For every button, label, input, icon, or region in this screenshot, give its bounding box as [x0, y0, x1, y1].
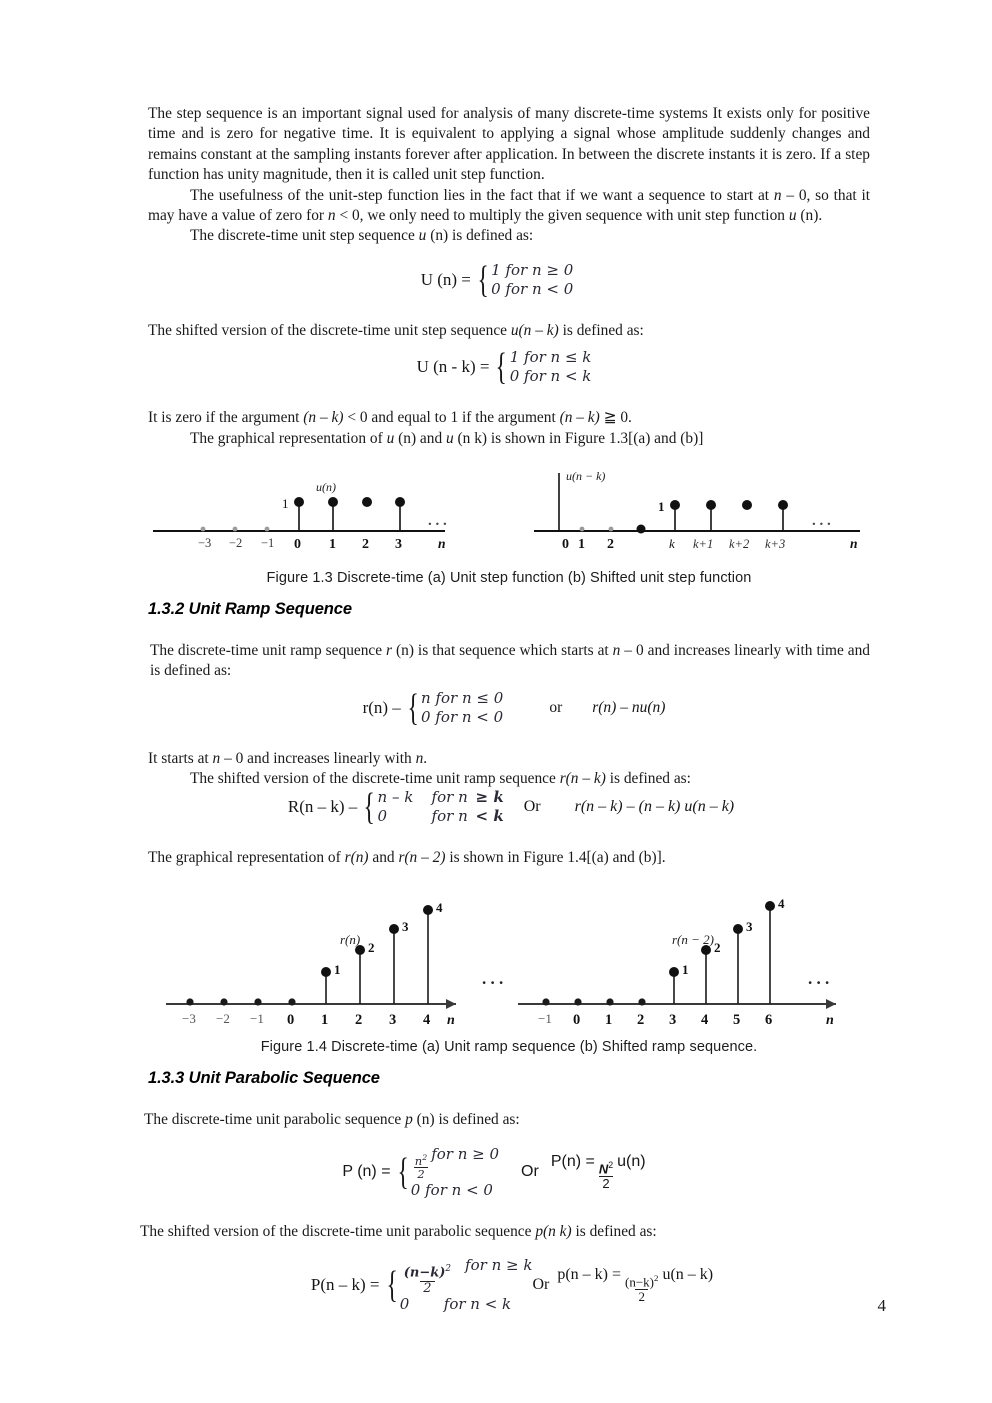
zero-point: [580, 527, 585, 532]
figure-1-4: [148, 882, 870, 1055]
p8-text-b: – 0 and increases linearly with: [220, 749, 416, 767]
equation-shifted-ramp-cases: [378, 788, 504, 826]
stem-head: [362, 497, 372, 507]
equation-ramp-alt-text: r(n) – nu(n): [592, 698, 666, 716]
brace-glyph: {: [407, 686, 419, 729]
p2-var-n1: n: [773, 186, 782, 204]
equation-shifted-ramp-or: Or: [523, 797, 541, 815]
case-top-cond: for n ≥ 0: [431, 1144, 500, 1163]
p12-text-b: is defined as:: [571, 1222, 657, 1240]
p4-text-b: is defined as:: [558, 321, 644, 339]
equation-parabolic-alt: [551, 1153, 646, 1191]
case-top: [378, 788, 504, 806]
tick-label: −1: [250, 1011, 264, 1027]
stem-value-label: 1: [682, 962, 689, 978]
p5-expr-2: (n – k): [559, 409, 600, 427]
tick-label: 2: [607, 537, 614, 553]
page-content: [140, 104, 870, 1314]
figure-1-3a-plot: [153, 480, 447, 552]
equation-shifted-ramp-alt: [575, 798, 735, 816]
p8-var-n2: n: [415, 749, 424, 767]
p4-expr: u(n – k): [510, 321, 559, 339]
p6-text-a: The graphical representation of: [190, 429, 387, 447]
heading-unit-ramp-sequence: 1.3.2 Unit Ramp Sequence: [148, 600, 352, 619]
tick-label: −2: [216, 1011, 230, 1027]
tick-label: 3: [389, 1012, 397, 1029]
stem-head: [742, 500, 752, 510]
case-top: 1 for n ≥ 0: [491, 260, 574, 279]
p12-expr: p(n k): [535, 1222, 572, 1240]
paragraph-unit-step-def: [148, 226, 870, 246]
zero-point: [638, 998, 645, 1005]
fraction-nk2-over-2-alt: [623, 1274, 660, 1304]
brace-glyph: {: [495, 346, 508, 389]
case-bottom-cond: for n < k: [443, 1295, 512, 1314]
signal-label-rn2: r(n − 2): [672, 932, 714, 948]
p7-var-n: n: [612, 642, 621, 660]
fraction-num-base: (n−k): [625, 1274, 655, 1290]
stem-head: [423, 905, 433, 915]
stem-head: [328, 497, 338, 507]
equation-shifted-ramp-alt-text: r(n – k) – (n – k) u(n – k): [574, 797, 735, 815]
tick-label: −1: [538, 1011, 552, 1027]
x-axis-arrow: [826, 999, 836, 1009]
brace-glyph: {: [385, 1264, 398, 1307]
equation-parabolic-or: Or: [521, 1163, 539, 1181]
paragraph-shifted-parabolic-def: [140, 1222, 870, 1242]
ellipsis-label: . . .: [808, 969, 830, 989]
paragraph-ramp-def: [148, 641, 870, 682]
p7-text-c: – 0 and increases linearly with time and is defined as:: [150, 642, 870, 680]
stem-value-label: 2: [368, 940, 375, 956]
p8-text-c: .: [423, 749, 428, 767]
case-bottom: [411, 1181, 493, 1199]
paragraph-step-intro: The step sequence is an important signal used for analysis of many discrete-time systems It exists only for positive time and is zero for negative time. It is equivalent to applying a signal whose amplitude suddenly changes and remains constant at the sampling instants forever after application. In between the discrete instants it is zero. If a step function has unity magnitude, then it is called unit step function.: [148, 105, 870, 184]
case-bottom-cond: for n < 0: [425, 1180, 493, 1199]
equation-ramp-lhs: r(n) –: [362, 697, 401, 717]
p2-var-n2: n: [327, 207, 336, 225]
stem-head: [669, 967, 679, 977]
case-top-expr: n – k: [377, 787, 414, 806]
fraction-num-exp: 2: [608, 1160, 614, 1171]
tick-label: 1: [329, 537, 336, 553]
tick-label: 0: [294, 537, 301, 553]
stem-head: [778, 500, 788, 510]
paragraph-graphical-rep-step: [148, 429, 870, 449]
case-bottom: [378, 807, 504, 825]
figure-1-4-svg: [148, 882, 870, 1032]
zero-point: [220, 998, 227, 1005]
stem-value-label: 2: [714, 940, 721, 956]
equation-shifted-parabolic-cases: [400, 1256, 533, 1314]
p2-text-c: < 0, we only need to multiply the given sequence with unit step function: [335, 207, 789, 225]
brace-glyph: {: [477, 258, 489, 301]
case-top-cond: for n ≥ k: [465, 1256, 533, 1275]
heading-unit-parabolic-sequence: 1.3.3 Unit Parabolic Sequence: [148, 1069, 380, 1088]
tick-label: 6: [765, 1012, 773, 1029]
tick-label: 3: [669, 1012, 677, 1029]
fraction-numerator: [623, 1274, 660, 1289]
tick-label: 2: [355, 1012, 363, 1029]
p4-text-a: The shifted version of the discrete-time unit step sequence: [148, 321, 511, 339]
p5-text-b: < 0 and equal to 1 if the argument: [343, 409, 560, 427]
equation-shifted-ramp-lhs: R(n – k) –: [287, 796, 358, 816]
tick-label: 2: [637, 1012, 645, 1029]
stem-value-label: 3: [402, 919, 409, 935]
p9-expr: r(n – k): [559, 770, 606, 788]
tick-label: −1: [261, 536, 275, 551]
amplitude-label-1: 1: [282, 496, 289, 512]
case-bottom: 0 for n < 0: [421, 707, 504, 726]
p3-text-a: The discrete-time unit step sequence: [190, 227, 419, 245]
paragraph-shifted-ramp-def: [148, 769, 870, 789]
zero-point: [186, 998, 193, 1005]
fraction-num-base: N: [598, 1161, 609, 1177]
fraction-denominator: 2: [414, 1167, 427, 1180]
zero-point: [609, 527, 614, 532]
p7-text-a: The discrete-time unit ramp sequence: [150, 642, 387, 660]
p5-text-c: ≧ 0.: [599, 409, 632, 427]
zero-point: [637, 525, 646, 534]
fraction-num-exp: 2: [445, 1264, 452, 1275]
p7-var-r: r: [386, 642, 393, 660]
stem-value-label: 4: [436, 900, 443, 916]
zero-point: [233, 527, 238, 532]
zero-point: [265, 527, 270, 532]
p12-text-a: The shifted version of the discrete-time unit parabolic sequence: [140, 1222, 536, 1240]
stem-head: [395, 497, 405, 507]
ellipsis-label: . . .: [482, 969, 504, 989]
paragraph-ramp-note: [148, 749, 870, 769]
tick-label: 1: [578, 537, 585, 553]
paragraph-graphical-rep-ramp: [148, 848, 870, 868]
paragraph-usefulness: [148, 186, 870, 227]
p9-text-b: is defined as:: [605, 770, 691, 788]
case-top-for: for n: [431, 787, 468, 806]
zero-point: [542, 998, 549, 1005]
equation-shifted-step-cases: [510, 348, 592, 386]
fraction-numerator: [402, 1265, 453, 1280]
p10-text-a: The graphical representation of: [148, 848, 345, 866]
figure-1-3b-plot: [534, 469, 860, 552]
p2-text-b: – 0, so that it may have a value of zero for: [148, 186, 870, 225]
tick-label: 0: [562, 537, 569, 553]
axis-label-n: n: [850, 536, 858, 552]
p6-text-b: (n) and: [394, 429, 446, 447]
tick-label: 1: [605, 1012, 613, 1029]
case-bottom-for: for n: [431, 806, 468, 825]
stem-head: [670, 500, 680, 510]
stem-value-label: 1: [334, 962, 341, 978]
p11-text-a: The discrete-time unit parabolic sequence: [144, 1111, 406, 1129]
zero-point: [606, 998, 613, 1005]
p7-text-b: (n) is that sequence which starts at: [392, 642, 613, 660]
figure-1-3: [148, 463, 870, 586]
axis-label-n: n: [826, 1013, 834, 1029]
equation-shifted-ramp: [152, 785, 870, 828]
amplitude-label-1: 1: [658, 499, 665, 515]
stem-value-label: 4: [778, 896, 785, 912]
equation-parabolic-alt-tail: u(n): [617, 1153, 646, 1171]
equation-ramp-cases: [421, 689, 503, 727]
tick-label: k+2: [729, 537, 750, 552]
case-bottom-expr: 0: [410, 1180, 421, 1199]
tick-label: 5: [733, 1012, 741, 1029]
ellipsis-label: . . .: [428, 513, 447, 530]
axis-label-n: n: [438, 536, 446, 552]
tick-label: 4: [701, 1012, 709, 1029]
paragraph-parabolic-def: [144, 1110, 870, 1130]
stem-head: [321, 967, 331, 977]
equation-ramp-or: or: [549, 698, 563, 716]
figure-1-3-caption: Figure 1.3 Discrete-time (a) Unit step function (b) Shifted unit step function: [266, 570, 752, 587]
case-top-cond: ≥ k: [475, 787, 504, 806]
tick-label: 0: [287, 1012, 295, 1029]
brace-glyph: {: [397, 1151, 409, 1194]
p2-var-u: u: [788, 207, 797, 225]
tick-label: −3: [182, 1011, 196, 1027]
signal-label-rn: r(n): [340, 932, 361, 948]
fraction-num-exp: 2: [654, 1273, 659, 1284]
case-bottom: 0 for n < 0: [491, 279, 574, 298]
signal-label-un: u(n): [316, 480, 336, 495]
equation-shifted-parabolic-lhs: P(n – k) =: [310, 1275, 380, 1295]
p10-text-c: is shown in Figure 1.4[(a) and (b)].: [445, 848, 666, 866]
tick-label: 1: [321, 1012, 329, 1029]
stem-value-label: 3: [746, 919, 753, 935]
p8-var-n1: n: [212, 749, 221, 767]
equation-shifted-step: [138, 346, 870, 389]
case-bottom: [400, 1295, 511, 1313]
case-top: [400, 1256, 533, 1296]
equation-parabolic: [118, 1145, 870, 1200]
figure-1-3-svg: [148, 463, 870, 561]
case-bottom-expr: 0: [399, 1295, 410, 1314]
figure-1-4-caption: Figure 1.4 Discrete-time (a) Unit ramp sequence (b) Shifted ramp sequence.: [260, 1039, 758, 1056]
p8-text-a: It starts at: [148, 749, 213, 767]
axis-label-n: n: [447, 1013, 455, 1029]
equation-ramp-alt: [592, 699, 665, 717]
p6-var-u2: u: [446, 429, 454, 447]
equation-parabolic-alt-lhs: P(n) =: [550, 1153, 595, 1171]
p2-text-a: The usefulness of the unit-step function lies in the fact that if we want a sequence to start at: [190, 186, 774, 204]
case-bottom-cond: < k: [475, 806, 504, 825]
fraction-num-exp: 2: [422, 1153, 428, 1163]
fraction-n2-over-2: [413, 1154, 429, 1180]
paragraph-zero-condition: [148, 408, 870, 428]
case-top: n for n ≤ 0: [421, 688, 504, 707]
equation-shifted-parabolic-alt-tail: u(n – k): [662, 1266, 714, 1284]
stem-head: [389, 924, 399, 934]
p10-expr-2: r(n – 2): [398, 848, 446, 866]
equation-shifted-parabolic-or: Or: [532, 1276, 550, 1294]
equation-parabolic-lhs: P (n) =: [342, 1163, 391, 1181]
p5-text-a: It is zero if the argument: [148, 409, 304, 427]
case-top: [411, 1144, 500, 1182]
tick-label: 3: [395, 537, 402, 553]
equation-shifted-step-lhs: U (n - k) =: [416, 357, 490, 377]
p6-text-c: (n k) is shown in Figure 1.3[(a) and (b)]: [453, 429, 704, 447]
figure-1-4b-plot: [518, 896, 836, 1028]
fraction-num-base: (n−k): [403, 1265, 446, 1281]
case-bottom-expr: 0: [377, 806, 388, 825]
tick-label: −2: [229, 536, 243, 551]
tick-label: k: [669, 536, 675, 552]
case-top: 1 for n ≤ k: [509, 348, 592, 367]
p5-expr-1: (n – k): [303, 409, 344, 427]
tick-label: 2: [362, 537, 369, 553]
zero-point: [574, 998, 581, 1005]
stem-head: [765, 901, 775, 911]
p6-var-u1: u: [386, 429, 395, 447]
zero-point: [201, 527, 206, 532]
tick-label: 0: [573, 1012, 581, 1029]
x-axis-arrow: [446, 999, 456, 1009]
p3-var-u: u: [418, 227, 427, 245]
p3-text-b: (n) is defined as:: [426, 227, 534, 245]
tick-label: 4: [423, 1012, 431, 1029]
figure-1-4a-plot: [166, 900, 503, 1028]
p9-text-a: The shifted version of the discrete-time unit ramp sequence: [190, 770, 560, 788]
stem-head: [706, 500, 716, 510]
p10-text-b: and: [368, 848, 399, 866]
equation-ramp: [158, 686, 870, 729]
equation-unit-step-lhs: U (n) =: [420, 269, 471, 289]
fraction-numerator: [413, 1154, 429, 1167]
equation-shifted-parabolic-alt: [557, 1266, 713, 1304]
fraction-denominator: 2: [599, 1176, 612, 1191]
equation-shifted-parabolic: [154, 1256, 870, 1314]
equation-parabolic-cases: [411, 1145, 499, 1200]
stem-head: [733, 924, 743, 934]
fraction-denominator: 2: [635, 1289, 648, 1304]
fraction-N2-over-2: [597, 1161, 615, 1191]
equation-shifted-parabolic-alt-lhs: p(n – k) =: [557, 1266, 622, 1284]
equation-unit-step: [124, 258, 870, 301]
fraction-num-base: n: [414, 1154, 423, 1169]
tick-label: k+3: [765, 537, 786, 552]
tick-label: k+1: [693, 537, 714, 552]
zero-point: [254, 998, 261, 1005]
case-bottom: 0 for n < k: [509, 367, 592, 386]
page-number: 4: [877, 1296, 886, 1315]
p10-expr-1: r(n): [344, 848, 369, 866]
ellipsis-label: . . .: [812, 513, 831, 530]
paragraph-shifted-step-def: [148, 321, 870, 341]
tick-label: −3: [198, 536, 212, 551]
zero-point: [288, 998, 295, 1005]
fraction-denominator: 2: [420, 1281, 434, 1296]
stem-head: [294, 497, 304, 507]
p11-var-p: p: [405, 1111, 413, 1129]
brace-glyph: {: [363, 785, 376, 828]
equation-unit-step-cases: [491, 261, 573, 299]
p11-text-b: (n) is defined as:: [412, 1111, 520, 1129]
signal-label-unk: u(n − k): [566, 469, 606, 484]
p2-text-d: (n).: [796, 207, 823, 225]
fraction-numerator: [597, 1161, 615, 1176]
fraction-nk2-over-2: [402, 1265, 453, 1295]
